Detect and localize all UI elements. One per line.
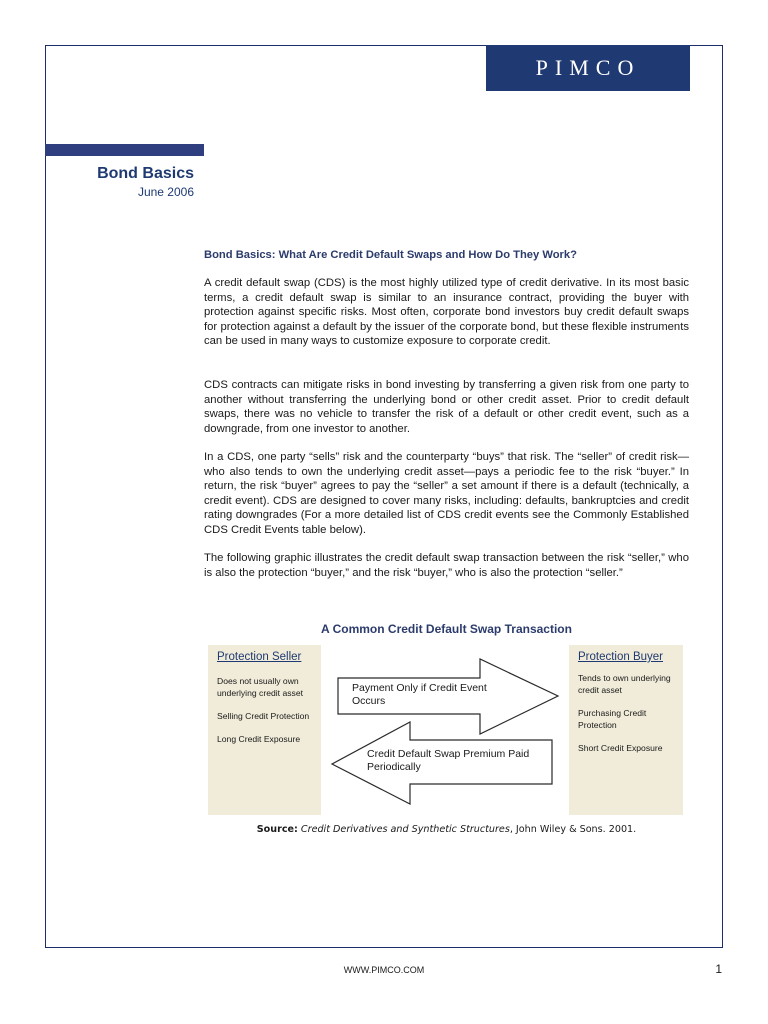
protection-seller-title: Protection Seller	[217, 651, 302, 663]
accent-bar	[45, 144, 204, 156]
paragraph-2-block	[204, 378, 689, 436]
seller-item: Long Credit Exposure	[217, 734, 301, 744]
figure-source	[204, 824, 689, 835]
swap-arrows-diagram	[330, 656, 560, 806]
figure-title: A Common Credit Default Swap Transaction	[321, 622, 572, 636]
source-publisher: , John Wiley & Sons. 2001.	[509, 824, 637, 835]
document-title: Bond Basics	[97, 165, 194, 182]
buyer-item: Purchasing Credit Protection	[578, 708, 647, 730]
document-date: June 2006	[137, 185, 194, 199]
paragraph-2: CDS contracts can mitigate risks in bond investing by transferring a given risk from one party to another without transferring the underlying bond or other credit asset. Prior to credit default swaps, there was no vehicle to transfer the risk of a default or other credit event, such as a downgrade, from one investor to another.	[204, 379, 689, 435]
protection-buyer-box	[569, 645, 683, 815]
footer-url: WWW.PIMCO.COM	[343, 965, 425, 975]
buyer-item: Short Credit Exposure	[578, 743, 663, 753]
protection-buyer-title: Protection Buyer	[578, 651, 664, 663]
paragraph-4: The following graphic illustrates the credit default swap transaction between the risk “seller,” who is also the protection “buyer,” and the risk “buyer,” who is also the protection “seller.”	[204, 552, 689, 579]
paragraph-3: In a CDS, one party “sells” risk and the counterparty “buys” that risk. The “seller” of credit risk—who also tends to own the underlying credit asset—pays a periodic fee to the risk “buyer.” In return, the risk “buyer” agrees to pay the “seller” a set amount if there is a default (technically, a credit event). CDS are designed to cover many risks, including: defaults, bankruptcies and credit rating downgrades (For a more detailed list of CDS credit events see the Commonly Established CDS Credit Events table below).	[204, 451, 689, 536]
paragraph-4-block	[204, 551, 689, 580]
payment-arrow-label: Payment Only if Credit Event Occurs	[352, 682, 487, 707]
source-work: Credit Derivatives and Synthetic Structures	[300, 824, 510, 835]
paragraph-3-block	[204, 450, 689, 538]
paragraph-1-block	[204, 276, 689, 349]
article-heading: Bond Basics: What Are Credit Default Swaps and How Do They Work?	[204, 249, 577, 261]
paragraph-1: A credit default swap (CDS) is the most highly utilized type of credit derivative. In its most basic terms, a credit default swap is similar to an insurance contract, providing the buyer with protection against specific risks. Most often, corporate bond investors buy credit default swaps for protection against a default by the issuer of the corporate bond, but these flexible instruments can be used in many ways to customize exposure to corporate credit.	[204, 277, 689, 348]
page-number: 1	[715, 962, 722, 976]
seller-item: Selling Credit Protection	[217, 711, 310, 721]
protection-seller-box	[208, 645, 321, 815]
premium-arrow-label: Credit Default Swap Premium Paid Periodically	[367, 748, 530, 773]
buyer-item: Tends to own underlying credit asset	[578, 673, 671, 695]
pimco-logo: PIMCO	[486, 45, 690, 91]
seller-item: Does not usually own underlying credit asset	[217, 676, 303, 698]
source-label: Source:	[256, 824, 298, 835]
